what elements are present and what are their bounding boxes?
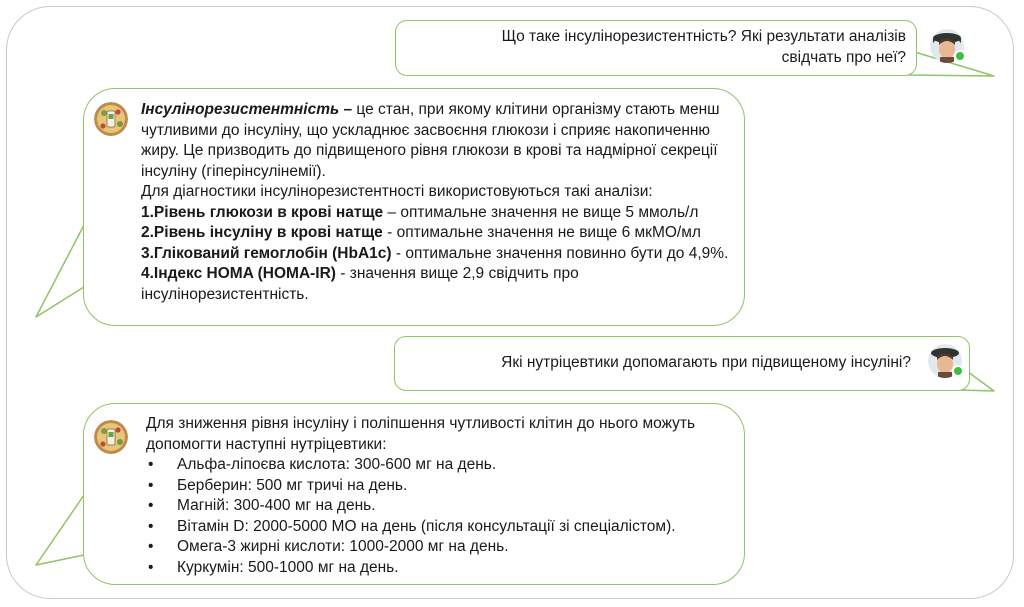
- test-name: 4.Індекс HOMA (HOMA-IR): [141, 265, 336, 282]
- user-message-2: [394, 336, 970, 391]
- message-line: Що таке інсулінорезистентність? Які результати аналізів: [501, 28, 906, 45]
- test-name: 3.Глікований гемоглобін (HbA1c): [141, 244, 392, 262]
- bullet: •: [148, 497, 154, 514]
- test-item: [141, 264, 732, 285]
- test-value: – оптимальне значення не вище 5 ммоль/л: [383, 203, 699, 221]
- bullet: •: [148, 558, 154, 576]
- message-line: Які нутріцевтики допомагають при підвищеному інсуліні?: [501, 354, 911, 371]
- bullet: •: [148, 456, 154, 473]
- term-highlight: Інсулінорезистентність: [141, 101, 340, 118]
- message-line: Для діагностики інсулінорезистентності використовуються такі аналізи:: [141, 183, 653, 200]
- list-item: • Берберин: 500 мг тричі на день.: [146, 476, 732, 497]
- test-item: [141, 223, 732, 244]
- list-item: • Омега-3 жирні кислоти: 1000-2000 мг на день.: [146, 537, 732, 558]
- test-name: 2.Рівень інсуліну в крові натще: [141, 224, 383, 241]
- bot-avatar-icon[interactable]: [94, 420, 128, 454]
- message-line: чутливими до інсуліну, що ускладнює засвоєння глюкози і сприяє накопиченню: [141, 121, 711, 139]
- bot-avatar-icon[interactable]: [94, 102, 128, 136]
- test-value: - оптимальне значення не вище 6 мкМО/мл: [382, 224, 701, 241]
- message-line: свідчать про неї?: [781, 48, 906, 66]
- assistant-bubble-1-tail: [30, 225, 90, 325]
- message-line: інсулінорезистентність.: [141, 285, 309, 303]
- bullet: •: [148, 538, 154, 555]
- bullet: •: [148, 517, 154, 535]
- online-status-icon: [954, 50, 966, 62]
- assistant-message-2: [83, 403, 745, 585]
- nutraceutical-list: [146, 455, 732, 578]
- message-line: Для зниження рівня інсуліну і поліпшення чутливості клітин до нього можуть: [146, 415, 696, 432]
- list-item: • Вітамін D: 2000-5000 МО на день (після консультації зі спеціалістом).: [146, 517, 732, 538]
- test-value: - значення вище 2,9 свідчить про: [335, 265, 579, 282]
- message-line: це стан, при якому клітини організму стають менш: [352, 101, 720, 118]
- message-line: допомогти наступні нутріцевтики:: [146, 435, 387, 453]
- assistant-message-1: [83, 88, 745, 326]
- term-dash: –: [339, 101, 353, 118]
- message-line: жиру. Це призводить до підвищеного рівня глюкози в крові та надмірної секреції: [141, 142, 718, 159]
- list-item: • Альфа-ліпоєва кислота: 300-600 мг на день.: [146, 455, 732, 476]
- test-item: [141, 244, 732, 265]
- user-message-1: [395, 20, 917, 76]
- list-item: • Магній: 300-400 мг на день.: [146, 496, 732, 517]
- list-item: • Куркумін: 500-1000 мг на день.: [146, 558, 732, 579]
- test-value: - оптимальне значення повинно бути до 4,9%.: [391, 244, 729, 262]
- online-status-icon: [952, 365, 964, 377]
- assistant-bubble-2-tail: [30, 495, 90, 575]
- bullet: •: [148, 476, 154, 494]
- test-item: [141, 203, 732, 224]
- message-line: інсуліну (гіперінсулінемії).: [141, 162, 326, 180]
- test-name: 1.Рівень глюкози в крові натще: [141, 203, 384, 221]
